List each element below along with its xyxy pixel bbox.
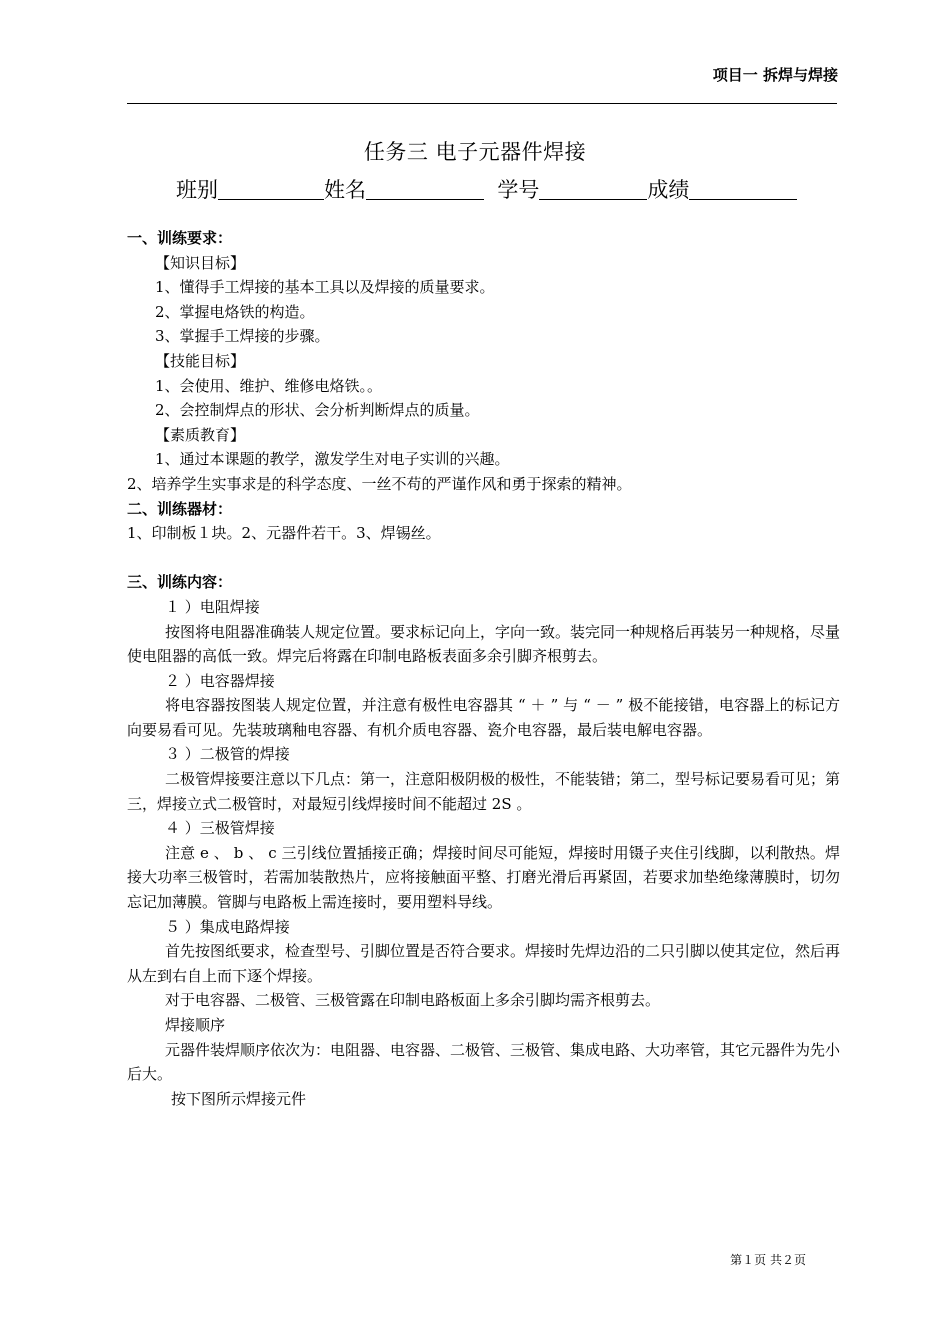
welding-order-title: 焊接顺序	[165, 1016, 226, 1034]
section-heading-requirements: 一、训练要求：	[127, 229, 233, 247]
knowledge-item: 1、懂得手工焊接的基本工具以及焊接的质量要求。	[155, 278, 495, 297]
content-item-title: ２ ）电容器焊接	[165, 671, 275, 690]
class-label: 班别	[176, 178, 218, 202]
section-heading-content: 三、训练内容：	[127, 573, 233, 592]
page-footer: 第１页 共２页	[730, 1253, 806, 1267]
quality-education-title: 【素质教育】	[155, 425, 246, 444]
content-item-text: 二极管焊接要注意以下几点：第一，注意阳极阴极的极性，不能装错；第二，型号标记要易看可见；第三，焊接立式二极管时，对最短引线焊接时间不能超过 2S 。	[127, 770, 841, 813]
student-info-line	[176, 174, 797, 204]
score-blank	[689, 177, 797, 200]
content-item-text: 按图将电阻器准确装人规定位置。要求标记向上，字向一致。装完同一种规格后再装另一种规格，尽量使电阻器的高低一致。焊完后将露在印制电路板表面多余引脚齐根剪去。	[127, 622, 841, 666]
skill-item: 1、会使用、维护、维修电烙铁。。	[155, 376, 383, 395]
name-blank	[366, 177, 484, 200]
header-rule	[127, 103, 837, 104]
score-label: 成绩	[647, 178, 690, 202]
content-item-title: ５ ）集成电路焊接	[165, 917, 290, 936]
content-item-title: １ ）电阻焊接	[165, 597, 260, 616]
document-body	[127, 226, 840, 1111]
name-label: 姓名	[324, 178, 366, 202]
class-blank	[218, 177, 324, 200]
knowledge-item: 2、掌握电烙铁的构造。	[155, 302, 315, 321]
quality-item: 2、培养学生实事求是的科学态度、一丝不苟的严谨作风和勇于探索的精神。	[127, 474, 632, 493]
running-header: 项目一 拆焊与焊接	[712, 66, 838, 84]
section-heading-materials: 二、训练器材：	[127, 499, 233, 518]
knowledge-item: 3、掌握手工焊接的步骤。	[155, 327, 330, 346]
content-item-text: 首先按图纸要求，检查型号、引脚位置是否符合要求。焊接时先焊边沿的二只引脚以使其定位，然后再从左到右自上而下逐个焊接。	[127, 942, 841, 985]
spacer	[127, 546, 840, 571]
welding-order-text: 元器件装焊顺序依次为：电阻器、电容器、二极管、三极管、集成电路、大功率管，其它元器件为先小后大。	[127, 1040, 841, 1084]
content-item-title: ３ ）二极管的焊接	[165, 745, 290, 764]
id-label: 学号	[497, 178, 540, 202]
content-item-title: ４ ）三极管焊接	[165, 819, 275, 838]
document-title: 任务三 电子元器件焊接	[363, 140, 587, 164]
skill-goals-title: 【技能目标】	[155, 351, 246, 370]
knowledge-goals-title: 【知识目标】	[155, 253, 246, 272]
id-blank	[539, 177, 647, 200]
figure-note: 按下图所示焊接元件	[171, 1089, 307, 1108]
quality-item: 1、通过本课题的教学，激发学生对电子实训的兴趣。	[155, 450, 510, 469]
materials-text: 1、印制板１块。2、元器件若干。3、焊锡丝。	[127, 524, 441, 543]
content-item-text: 将电容器按图装人规定位置，并注意有极性电容器其 “ ＋ ” 与 “ － ” 极不能接错，电容器上的标记方向要易看可见。先装玻璃釉电容器、有机介质电容器、瓷介电容器，最后装电解电容器。	[127, 696, 840, 739]
content-item-text: 注意 e 、 b 、 c 三引线位置插接正确；焊接时间尽可能短，焊接时用镊子夹住引线脚，以利散热。焊接大功率三极管时，若需加装散热片，应将接触面平整、打磨光滑后再紧固，若要求加垫绝缘薄膜时，切勿忘记加薄膜。管脚与电路板上需连接时，要用塑料导线。	[127, 843, 840, 912]
trim-note: 对于电容器、二极管、三极管露在印制电路板面上多余引脚均需齐根剪去。	[165, 991, 661, 1010]
skill-item: 2、会控制焊点的形状、会分析判断焊点的质量。	[155, 401, 480, 420]
